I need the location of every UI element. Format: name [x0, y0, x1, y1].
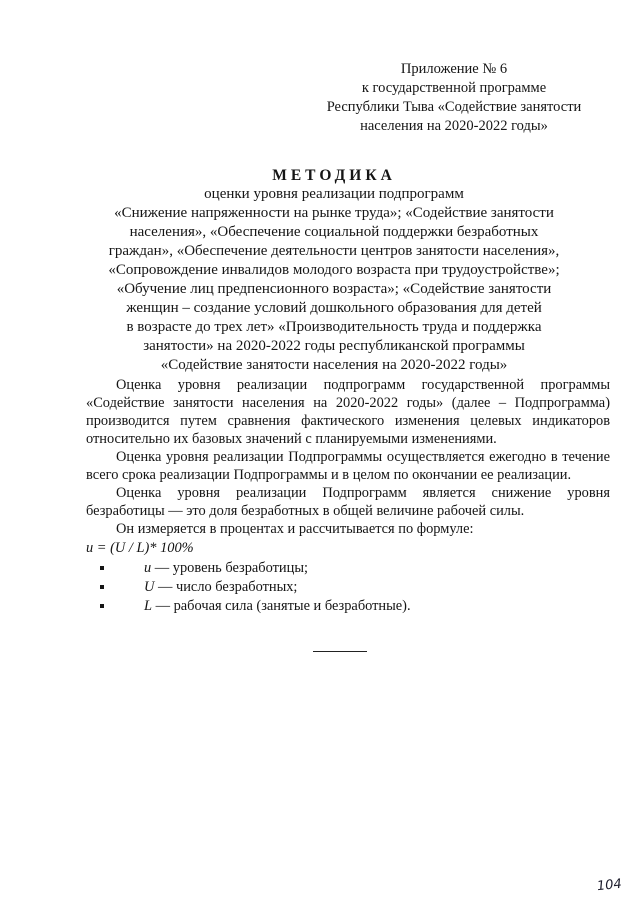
document-title — [100, 166, 568, 375]
title-line: оценки уровня реализации подпрограмм — [204, 186, 464, 202]
variable-list — [86, 559, 610, 616]
title-line: «Снижение напряженности на рынке труда»; «Содействие занятости — [114, 205, 554, 221]
title-line: в возрасте до трех лет» «Производительность труда и поддержка — [126, 319, 542, 335]
title-line: «Содействие занятости населения на 2020-2022 годы» — [160, 357, 508, 373]
variable-symbol: L — [144, 598, 153, 614]
paragraph: Оценка уровня реализации Подпрограмм является снижение уровня безработицы — это доля безработных в общей величине рабочей силы. — [86, 485, 610, 519]
title-heading: МЕТОДИКА — [272, 167, 396, 184]
variable-symbol: U — [144, 579, 155, 595]
paragraph: Оценка уровня реализации подпрограмм государственной программы «Содействие занятости населения на 2020-2022 годы» (далее – Подпрограмма) производится путем сравнения фактического изменения целевых индикаторов относительно их базовых значений с планируемыми изменениями. — [86, 377, 610, 447]
title-line: населения», «Обеспечение социальной поддержки безработных — [129, 224, 539, 240]
bullet-icon — [100, 566, 104, 570]
paragraph: Он измеряется в процентах и рассчитывается по формуле: — [116, 521, 474, 537]
variable-description: — уровень безработицы; — [151, 560, 308, 576]
appendix-number: Приложение № 6 — [400, 61, 508, 77]
appendix-line: населения на 2020-2022 годы» — [360, 118, 548, 134]
paragraph: Оценка уровня реализации Подпрограммы осуществляется ежегодно в течение всего срока реализации Подпрограммы и в целом по окончании ее реализации. — [86, 449, 610, 483]
title-line: граждан», «Обеспечение деятельности центров занятости населения», — [108, 243, 560, 259]
variable-symbol: u — [144, 560, 152, 576]
variable-description: — рабочая сила (занятые и безработные). — [152, 598, 411, 614]
page-number: 104 — [596, 876, 623, 895]
title-line: «Сопровождение инвалидов молодого возраста при трудоустройстве»; — [108, 262, 560, 278]
appendix-line: к государственной программе — [361, 80, 547, 96]
list-item — [86, 578, 610, 597]
appendix-line: Республики Тыва «Содействие занятости — [326, 99, 582, 115]
title-line: «Обучение лиц предпенсионного возраста»; «Содействие занятости — [116, 281, 552, 297]
document-body — [86, 376, 610, 616]
bullet-icon — [100, 604, 104, 608]
end-divider — [313, 651, 367, 652]
title-line: женщин – создание условий дошкольного образования для детей — [126, 300, 542, 316]
list-item — [86, 559, 610, 578]
appendix-header — [300, 60, 608, 136]
title-line: занятости» на 2020-2022 годы республиканской программы — [143, 338, 525, 354]
variable-description: — число безработных; — [154, 579, 298, 595]
bullet-icon — [100, 585, 104, 589]
formula: u = (U / L)* 100% — [86, 540, 194, 556]
list-item — [86, 597, 610, 616]
